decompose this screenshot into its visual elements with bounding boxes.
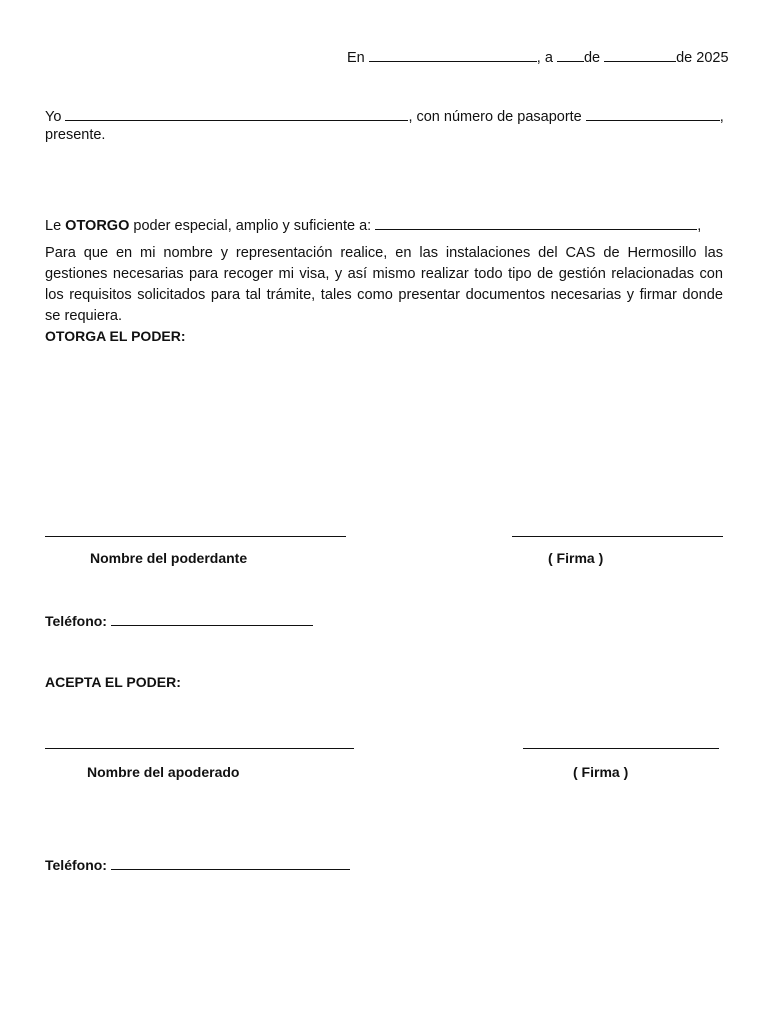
attorney-name-line[interactable]	[45, 748, 354, 749]
present-text: presente.	[45, 127, 106, 143]
passport-blank[interactable]	[586, 107, 720, 121]
grantor-phone-label: Teléfono:	[45, 613, 107, 629]
yo-text: Yo	[45, 109, 62, 125]
attorney-name-blank[interactable]	[375, 216, 697, 230]
grant-rest-text: poder especial, amplio y suficiente a:	[133, 218, 372, 234]
attorney-phone-line	[45, 856, 350, 874]
grantor-signature-label: ( Firma )	[548, 550, 604, 566]
day-blank[interactable]	[557, 48, 584, 62]
attorney-signature-line[interactable]	[523, 748, 719, 749]
city-blank[interactable]	[369, 48, 537, 62]
attorney-phone-blank[interactable]	[111, 856, 350, 870]
attorney-signature-label: ( Firma )	[573, 764, 629, 780]
date-de-text: de	[583, 50, 601, 66]
grantor-phone-line	[45, 612, 313, 630]
date-a-text: , a	[536, 50, 553, 66]
grantor-name-label: Nombre del poderdante	[90, 550, 248, 566]
date-en-text: En	[347, 50, 365, 66]
grant-line	[45, 216, 701, 234]
date-line	[347, 48, 729, 66]
grantor-name-line[interactable]	[45, 536, 346, 537]
declarant-name-blank[interactable]	[65, 107, 408, 121]
attorney-name-label: Nombre del apoderado	[87, 764, 240, 780]
otorgo-text: OTORGO	[65, 218, 130, 234]
grantor-signature-line[interactable]	[512, 536, 723, 537]
le-text: Le	[45, 218, 62, 234]
passport-text: , con número de pasaporte	[408, 109, 582, 125]
grantor-heading: OTORGA EL PODER:	[45, 328, 186, 344]
month-blank[interactable]	[604, 48, 676, 62]
declarant-comma: ,	[719, 109, 724, 125]
date-year-text: de 2025	[676, 50, 729, 66]
declarant-line	[45, 107, 724, 125]
grant-comma: ,	[697, 218, 702, 234]
body-paragraph: Para que en mi nombre y representación realice, en las instalaciones del CAS de Hermosillo las gestiones necesarias para recoger mi visa, y así mismo realizar todo tipo de gestión relacionadas con los requisitos solicitados para tal trámite, tales como presentar documentos necesarias y firmar donde se requiera.	[45, 245, 723, 324]
attorney-heading: ACEPTA EL PODER:	[45, 674, 181, 690]
attorney-phone-label: Teléfono:	[45, 857, 107, 873]
grantor-phone-blank[interactable]	[111, 612, 313, 626]
